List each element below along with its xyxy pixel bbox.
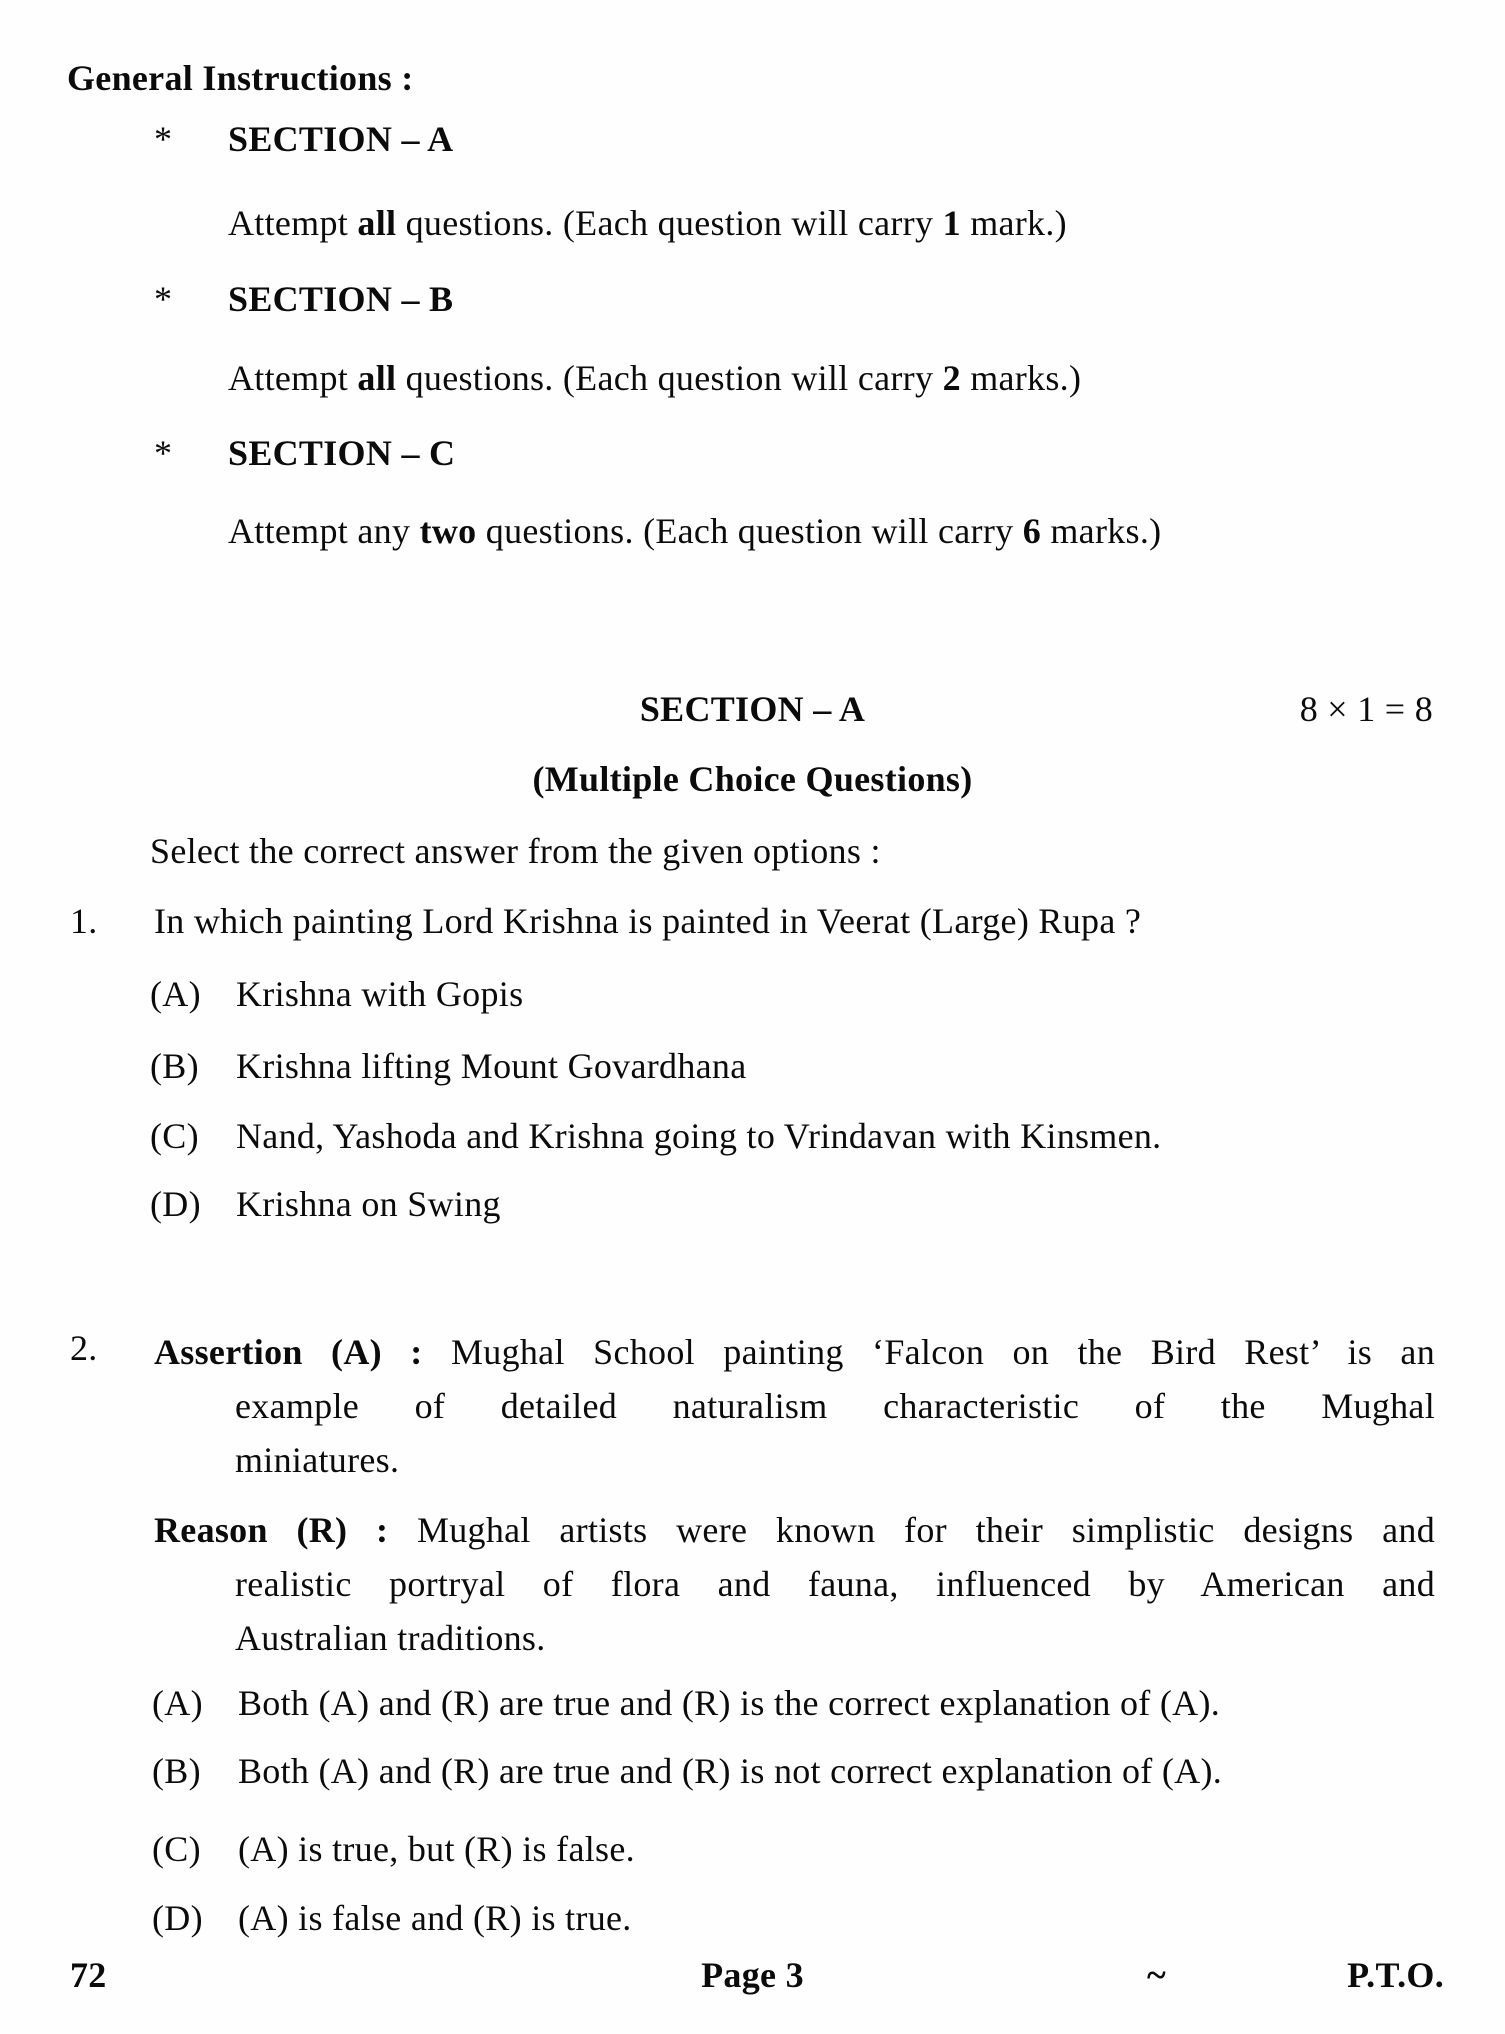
option-text: Krishna on Swing xyxy=(236,1184,501,1224)
section-a-subtitle: (Multiple Choice Questions) xyxy=(532,759,973,799)
instruction-section-c-title: SECTION – C xyxy=(228,433,456,473)
attempt-text: marks.) xyxy=(960,358,1082,398)
option-text: Krishna with Gopis xyxy=(236,974,524,1014)
assertion-line xyxy=(154,1325,1435,1379)
section-a-heading: SECTION – A xyxy=(639,689,866,729)
bullet-star-icon: * xyxy=(154,119,173,159)
assertion-line: miniatures. xyxy=(235,1440,400,1480)
option-label: (B) xyxy=(150,1046,199,1086)
question-1-text: In which painting Lord Krishna is painted in Veerat (Large) Rupa ? xyxy=(154,901,1142,941)
attempt-text: questions. (Each question will carry xyxy=(396,358,943,398)
instruction-section-b-text xyxy=(228,355,1081,401)
option-label: (D) xyxy=(152,1898,203,1938)
question-2-option-c xyxy=(152,1826,635,1872)
option-label: (C) xyxy=(150,1116,199,1156)
attempt-text: questions. (Each question will carry xyxy=(476,511,1023,551)
attempt-text: mark.) xyxy=(960,203,1067,243)
question-1-option-d xyxy=(150,1181,501,1227)
option-text: Both (A) and (R) are true and (R) is the correct explanation of (A). xyxy=(238,1683,1221,1723)
option-text: Krishna lifting Mount Govardhana xyxy=(236,1046,747,1086)
question-2-reason xyxy=(154,1503,1435,1665)
attempt-bold-word: all xyxy=(357,203,397,243)
question-2-option-d xyxy=(152,1895,632,1941)
footer-pto-label: P.T.O. xyxy=(1347,1955,1444,1995)
instruction-section-b-title: SECTION – B xyxy=(228,279,454,319)
reason-text: Mughal artists were known for their simplistic designs and xyxy=(416,1510,1435,1550)
bullet-star-icon: * xyxy=(154,433,173,473)
option-text: (A) is false and (R) is true. xyxy=(238,1898,632,1938)
section-a-marks-formula: 8 × 1 = 8 xyxy=(1299,689,1433,729)
question-1-option-b xyxy=(150,1043,747,1089)
option-label: (B) xyxy=(152,1751,201,1791)
question-2-number: 2. xyxy=(70,1328,98,1368)
option-text: Both (A) and (R) are true and (R) is not correct explanation of (A). xyxy=(238,1751,1223,1791)
attempt-bold-marks: 1 xyxy=(942,203,961,243)
instruction-section-c-text xyxy=(228,508,1161,554)
attempt-bold-marks: 6 xyxy=(1022,511,1042,551)
reason-line: Australian traditions. xyxy=(235,1618,546,1658)
attempt-text: Attempt any xyxy=(228,511,420,551)
footer-tilde-mark: ~ xyxy=(1147,1955,1167,1995)
select-prompt: Select the correct answer from the given options : xyxy=(150,831,881,871)
attempt-bold-word: two xyxy=(419,511,477,551)
assertion-line: example of detailed naturalism characteristic of the Mughal xyxy=(235,1386,1435,1426)
question-1-option-a xyxy=(150,971,523,1017)
attempt-text: Attempt xyxy=(228,358,358,398)
question-2-option-b xyxy=(152,1748,1222,1794)
bullet-star-icon: * xyxy=(154,279,173,319)
option-text: (A) is true, but (R) is false. xyxy=(238,1829,635,1869)
question-2-assertion xyxy=(154,1325,1435,1487)
question-2-option-a xyxy=(152,1680,1220,1726)
attempt-text: marks.) xyxy=(1041,511,1162,551)
footer-page-number: Page 3 xyxy=(701,1955,804,1995)
option-label: (A) xyxy=(152,1683,203,1723)
instruction-section-a-title: SECTION – A xyxy=(228,119,454,159)
option-label: (C) xyxy=(152,1829,201,1869)
question-1-option-c xyxy=(150,1113,1162,1159)
option-label: (A) xyxy=(150,974,201,1014)
attempt-bold-marks: 2 xyxy=(942,358,961,398)
assertion-text: Mughal School painting ‘Falcon on the Bird Rest’ is an xyxy=(450,1332,1436,1372)
instruction-section-a-text xyxy=(228,200,1067,246)
reason-line xyxy=(154,1503,1435,1557)
option-label: (D) xyxy=(150,1184,201,1224)
option-text: Nand, Yashoda and Krishna going to Vrindavan with Kinsmen. xyxy=(236,1116,1162,1156)
question-1-number: 1. xyxy=(70,901,98,941)
general-instructions-heading: General Instructions : xyxy=(67,58,414,98)
attempt-text: Attempt xyxy=(228,203,358,243)
assertion-label: Assertion (A) : xyxy=(154,1332,423,1372)
attempt-text: questions. (Each question will carry xyxy=(396,203,943,243)
reason-label: Reason (R) : xyxy=(154,1510,389,1550)
attempt-bold-word: all xyxy=(357,358,397,398)
reason-line: realistic portryal of flora and fauna, influenced by American and xyxy=(235,1564,1435,1604)
footer-paper-code: 72 xyxy=(70,1955,107,1995)
